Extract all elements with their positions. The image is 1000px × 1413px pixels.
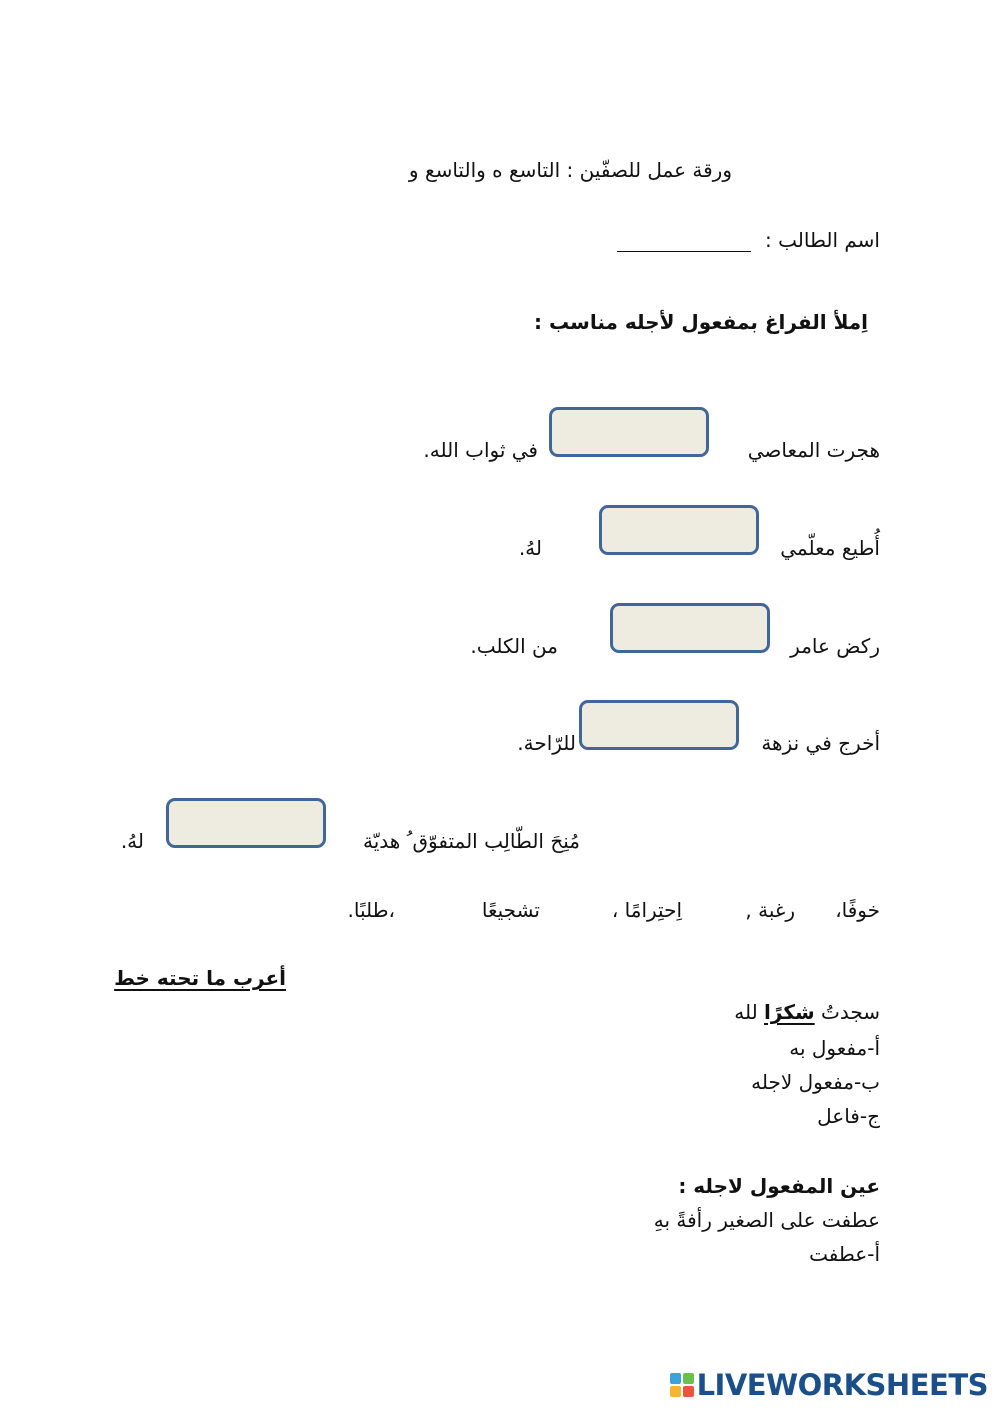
sentence-1-after: في ثواب الله. (423, 438, 538, 462)
sentence-3-after: من الكلب. (470, 634, 558, 658)
word-bank-item: ،طلبًا. (347, 898, 395, 922)
word-bank-item: خوفًا، (835, 898, 880, 922)
liveworksheets-logo (670, 1369, 988, 1401)
sentence-2-before: أُطيع معلّمي (780, 536, 880, 560)
answer-box-4[interactable] (579, 700, 739, 750)
sentence-2-after: لهُ. (518, 536, 542, 560)
sentence-1-before: هجرت المعاصي (747, 438, 880, 462)
parse-heading: أعرب ما تحته خط (114, 966, 286, 990)
word-bank-item: تشجيعًا (481, 898, 540, 922)
parse-option-a[interactable]: أ-مفعول به (789, 1036, 880, 1060)
answer-box-5[interactable] (166, 798, 326, 848)
underlined-word: شكرًا (764, 1000, 815, 1024)
parse-sentence-end: لله (734, 1000, 758, 1024)
parse-sentence (734, 1000, 880, 1024)
fill-blank-heading: اِملأ الفراغ بمفعول لأجله مناسب : (534, 310, 868, 334)
sentence-3-before: ركض عامر (790, 634, 880, 658)
word-bank-item: رغبة , (745, 898, 795, 922)
sentence-5-after: لهُ. (120, 829, 144, 853)
answer-box-3[interactable] (610, 603, 770, 653)
student-name-label: اسم الطالب : (765, 228, 880, 252)
identify-option-a[interactable]: أ-عطفت (809, 1242, 880, 1266)
student-name-field[interactable] (617, 233, 751, 252)
student-name-row (617, 228, 880, 252)
worksheet-title: ورقة عمل للصفّين : التاسع ه والتاسع و (408, 158, 732, 182)
parse-sentence-start: سجدتُ (821, 1000, 880, 1024)
liveworksheets-logo-icon (670, 1373, 694, 1397)
word-bank-item: اِحتِرامًا ، (611, 898, 682, 922)
answer-box-2[interactable] (599, 505, 759, 555)
sentence-4-after: للرّاحة. (517, 731, 576, 755)
identify-heading: عين المفعول لاجله : (678, 1174, 880, 1198)
parse-option-b[interactable]: ب-مفعول لاجله (751, 1070, 880, 1094)
sentence-4-before: أخرج في نزهة (761, 731, 880, 755)
parse-option-c[interactable]: ج-فاعل (817, 1104, 880, 1128)
sentence-5-before: مُنِحَ الطّالِب المتفوّق ُ هديّة (362, 829, 580, 853)
identify-sentence: عطفت على الصغير رأفةً بهِ (653, 1208, 880, 1232)
liveworksheets-logo-text: LIVEWORKSHEETS (696, 1368, 988, 1402)
answer-box-1[interactable] (549, 407, 709, 457)
